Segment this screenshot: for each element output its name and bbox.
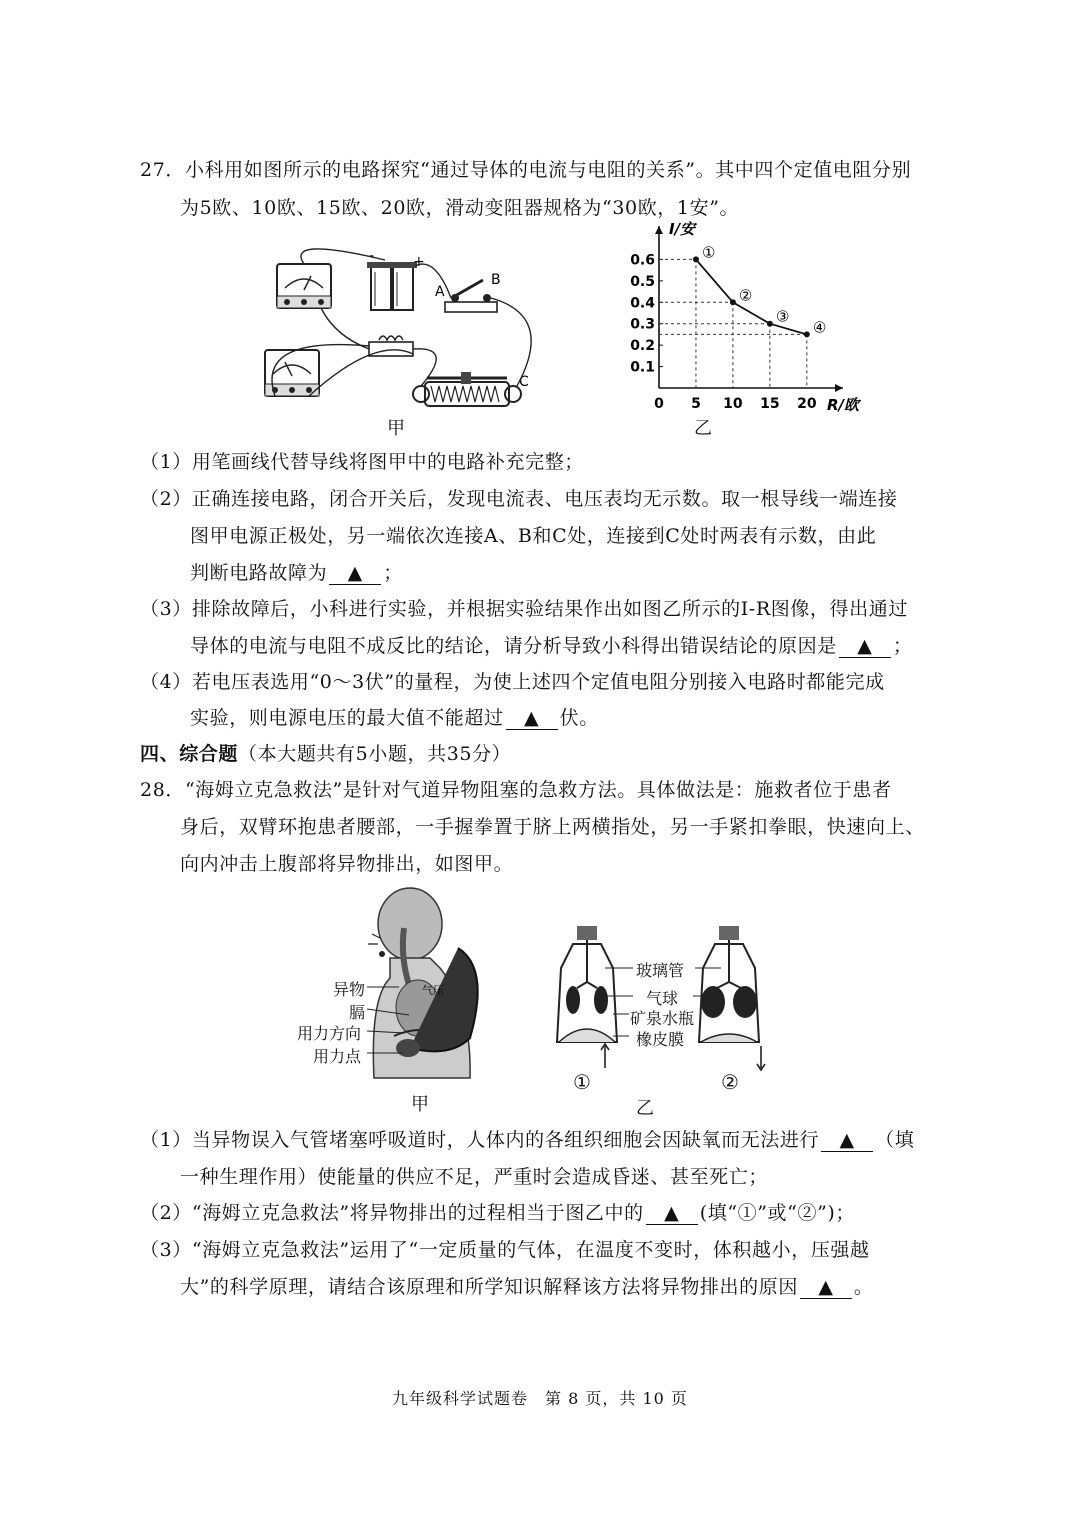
label-foreign-body: 异物: [333, 980, 366, 999]
label-force-point: 用力点: [313, 1047, 362, 1066]
model-2-mark: ②: [721, 1070, 739, 1094]
bottle-model-1-icon: [557, 926, 617, 1068]
point-a-label: A: [435, 284, 445, 300]
q27-part3-line2: [190, 632, 912, 660]
point-c-label: C: [519, 374, 529, 390]
q27-part3-end: ；: [892, 635, 913, 657]
q28-intro-line1: 28．“海姆立克急救法”是针对气道异物阻塞的急救方法。具体做法是：施救者位于患者: [140, 779, 892, 801]
page-footer: 九年级科学试题卷 第 8 页，共 10 页: [392, 1389, 688, 1408]
q28-part1-end: （填: [875, 1129, 915, 1151]
q28-intro-line3: 向内冲击上腹部将异物排出，如图甲。: [180, 853, 514, 875]
answer-blank[interactable]: ▲: [646, 1202, 698, 1225]
answer-blank[interactable]: ▲: [800, 1276, 852, 1299]
q28-fig-jia-caption: 甲: [411, 1094, 429, 1115]
answer-blank[interactable]: ▲: [839, 635, 891, 658]
data-point-label: ①: [701, 243, 716, 262]
x-axis-label: R/欧: [827, 396, 860, 414]
q28-part1-text: （1）当异物误入气管堵塞呼吸道时，人体内的各组织细胞会因缺氧而无法进行: [140, 1129, 820, 1151]
pressure-label: 气压: [422, 984, 444, 997]
q27-part2-line3: [190, 559, 403, 587]
q27-part4-end: 伏。: [559, 707, 599, 729]
q27-part1: （1）用笔画线代替导线将图甲中的电路补充完整；: [140, 451, 584, 473]
q28-part3-line2: [180, 1273, 874, 1301]
section4-heading: [140, 740, 511, 768]
point-b-label: B: [491, 272, 501, 288]
label-glass-tube: 玻璃管: [636, 961, 685, 980]
y-tick-label: 0.6: [630, 252, 655, 269]
x-tick-label: 0: [654, 396, 664, 412]
data-point-label: ③: [775, 307, 790, 326]
q27-part3-text: 导体的电流与电阻不成反比的结论，请分析导致小科得出错误结论的原因是: [190, 635, 837, 657]
data-point: [730, 299, 736, 305]
data-point-label: ④: [812, 318, 827, 337]
y-axis-arrow: [655, 226, 663, 234]
section4-note: （本大题共有5小题，共35分）: [238, 743, 512, 765]
q28-part1-line2: 一种生理作用）使能量的供应不足，严重时会造成昏迷、甚至死亡；: [180, 1166, 769, 1188]
data-point-label: ②: [738, 286, 753, 305]
y-tick-label: 0.3: [630, 316, 655, 333]
data-point: [804, 331, 810, 337]
label-force-direction: 用力方向: [297, 1024, 362, 1043]
circuit-diagram: [255, 236, 555, 416]
label-leader-lines: [365, 975, 445, 1065]
x-axis-arrow: [835, 384, 843, 392]
y-tick-label: 0.5: [630, 273, 655, 290]
label-bottle: 矿泉水瓶: [630, 1009, 695, 1028]
q27-part2-line1: （2）正确连接电路，闭合开关后，发现电流表、电压表均无示数。取一根导线一端连接: [140, 488, 898, 510]
q27-part3-line1: （3）排除故障后，小科进行实验，并根据实验结果作出如图乙所示的I-R图像，得出通过: [140, 598, 908, 620]
q27-part2-text: 判断电路故障为: [190, 562, 328, 584]
q27-part2-end: ；: [383, 562, 403, 584]
y-axis-label: I/安: [669, 220, 696, 238]
q27-intro-line2: 为5欧、10欧、15欧、20欧，滑动变阻器规格为“30欧，1安”。: [180, 197, 740, 219]
q28-fig-yi-caption: 乙: [636, 1098, 654, 1119]
q27-fig-yi-caption: 乙: [694, 418, 712, 439]
x-tick-label: 20: [797, 396, 817, 412]
battery-minus-label: -: [369, 248, 375, 264]
q27-part4-text: 实验，则电源电压的最大值不能超过: [190, 707, 504, 729]
bottle-model-2-icon: [699, 926, 765, 1070]
label-diaphragm: 膈: [349, 1003, 366, 1022]
q28-part2-text: （2）“海姆立克急救法”将异物排出的过程相当于图乙中的: [140, 1202, 644, 1224]
answer-blank[interactable]: ▲: [821, 1129, 873, 1152]
rheostat-icon: [413, 372, 521, 406]
q28-part3-line1: （3）“海姆立克急救法”运用了“一定质量的气体，在温度不变时，体积越小，压强越: [140, 1239, 870, 1261]
answer-blank[interactable]: ▲: [329, 562, 381, 585]
x-tick-label: 10: [723, 396, 743, 412]
q28-part2-end: (填“①”或“②”)；: [699, 1202, 855, 1224]
q27-part4-line2: [190, 704, 599, 732]
label-balloon: 气球: [646, 989, 679, 1008]
q28-intro-line2: 身后，双臂环抱患者腰部，一手握拳置于脐上两横指处，另一手紧扣拳眼，快速向上、: [180, 816, 925, 838]
ammeter-icon: [277, 264, 331, 308]
data-point: [767, 321, 773, 327]
battery-icon: [367, 262, 417, 310]
q28-part3-end: 。: [853, 1276, 874, 1298]
q28-part1-line1: [140, 1126, 914, 1154]
q27-intro-line1: 27．小科用如图所示的电路探究“通过导体的电流与电阻的关系”。其中四个定值电阻分别: [140, 159, 912, 181]
y-tick-label: 0.2: [630, 338, 655, 355]
x-tick-label: 5: [691, 396, 701, 412]
q27-fig-jia-caption: 甲: [387, 418, 405, 439]
model-1-mark: ①: [573, 1070, 591, 1094]
switch-icon: [445, 280, 497, 312]
answer-blank[interactable]: ▲: [506, 707, 558, 730]
y-tick-label: 0.4: [630, 295, 655, 312]
battery-plus-label: +: [413, 254, 425, 270]
section4-title: 四、综合题: [140, 743, 239, 765]
q28-part3-text: 大”的科学原理，请结合该原理和所学知识解释该方法将异物排出的原因: [180, 1276, 798, 1298]
q27-part2-line2: 图甲电源正极处，另一端依次连接A、B和C处，连接到C处时两表有示数，由此: [190, 525, 877, 547]
y-tick-label: 0.1: [630, 359, 655, 376]
q27-part4-line1: （4）若电压表选用“0～3伏”的量程，为使上述四个定值电阻分别接入电路时都能完成: [140, 671, 885, 693]
label-rubber-membrane: 橡皮膜: [636, 1030, 685, 1049]
data-point: [693, 256, 699, 262]
x-tick-label: 15: [760, 396, 780, 412]
q28-part2: [140, 1199, 855, 1227]
ir-chart: [625, 220, 860, 420]
